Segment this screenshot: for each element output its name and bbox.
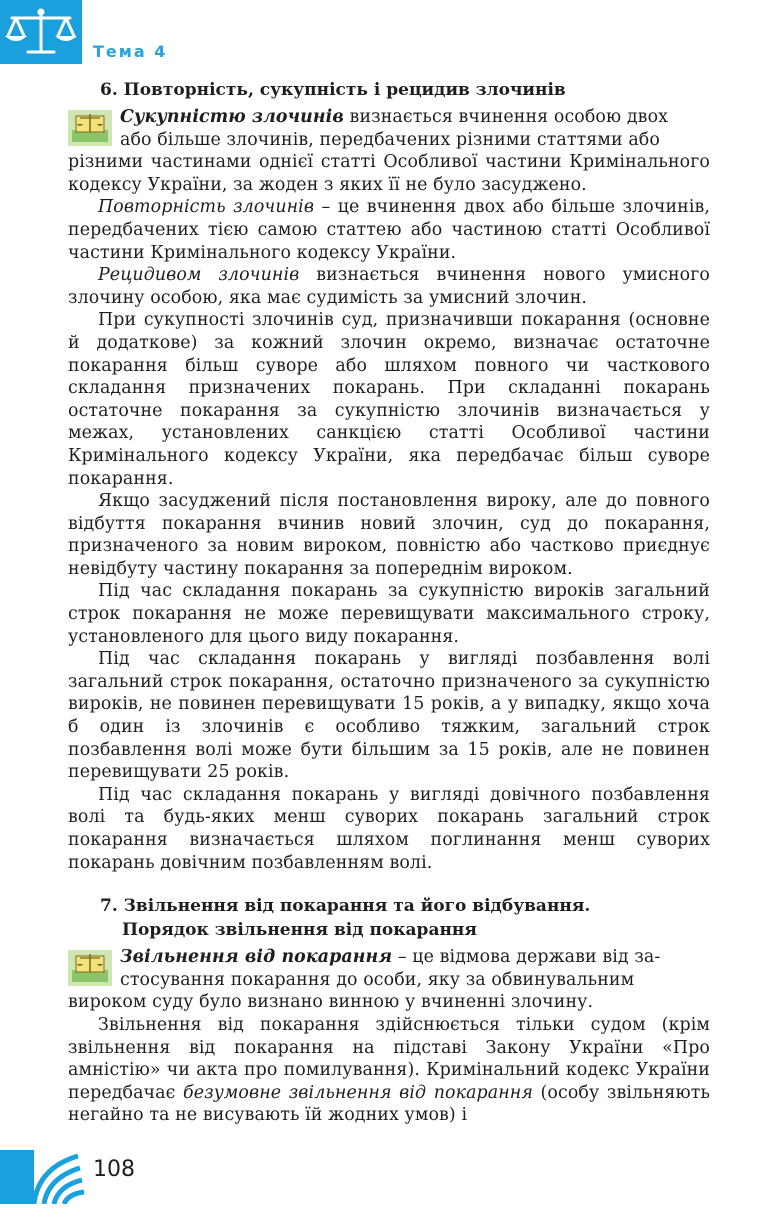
definition-paragraph [68,106,710,196]
wave-arcs-icon [0,1150,90,1204]
topic-logo-box [0,0,82,64]
definition-text-rest: різними частинами однієї статті Особливої частини Кримінального кодексу України, за жоден з яких її не було засуджено. [68,152,710,195]
section-7-heading-line1: 7. Звільнення від покарання та його відбування. [100,896,591,917]
paragraph-text: визнається вчинення нового умисного злочину особою, яка має судимість за умисний злочин. [68,265,710,308]
section-6-heading: 6. Повторність, сукупність і рецидив злочинів [100,80,566,100]
paragraph-recidivism [68,264,710,309]
paragraph-release-court [68,1014,710,1127]
section-7-heading-line2: Порядок звільнення від покарання [122,920,477,941]
term-unconditional-release: безумовне звільнення від покарання [183,1082,533,1103]
paragraph-text-end: (особу звільняють негайно та не висувають їй жодних умов) і [68,1082,711,1126]
paragraph-text: Звільнення від покарання здійснюється тільки судом (крім звільнення від покарання на підставі Закону України «Про амністію» чи акта про помилування). Кримінальний кодекс України передбачає [68,1014,710,1103]
paragraph-aggregate-sentencing: При сукупності злочинів суд, призначивши покарання (основне й додаткове) за кожний злочин окремо, визначає остаточне покарання більш суворе або шляхом повного чи часткового складання призначених покарань. При складанні покарань остаточне покарання за сукупністю злочинів визначається у межах, установлених санкцією статті Особливої частини Кримінального кодексу України, яка передбачає більш суворе покарання. [68,310,710,489]
definition-book-icon [68,950,112,986]
definition-text: визнається вчинення особою двох [343,107,669,127]
definition-book-icon [68,110,112,146]
term-recidivism: Рецидивом злочинів [98,265,300,286]
page-number: 108 [93,1157,135,1182]
definition-text: – це відмова держави від за- [392,947,661,968]
term-repetition: Повторність злочинів [98,197,315,218]
paragraph-imprisonment-limit: Під час складання покарань у вигляді позбавлення волі загальний строк покарання, остаточно призначеного за сукупністю вироків, не повинен перевищувати 15 років, а у випадку, якщо хоча б один із злочинів є особливо тяжким, загальний строк позбавлення волі може бути більшим за 15 років, але не повинен перевищувати 25 років. [68,649,710,783]
paragraph-sentence-limit: Під час складання покарань за сукупністю вироків загальний строк покарання не може перевищувати максимального строку, установленого для цього виду покарання. [68,581,710,647]
page-content [68,72,710,1127]
section-7-heading [100,894,710,942]
scales-of-justice-icon [2,6,80,58]
term-release-from-punishment: Звільнення від покарання [120,947,393,968]
term-aggregate-crimes: Сукупністю злочинів [120,107,344,127]
definition-text-rest: вироком суду було визнано винною у вчиненні злочину. [68,992,594,1013]
paragraph-text: – це вчинення двох або більше злочинів, передбачених тією самою статтею або частиною статті Особливої частини Кримінального кодексу України. [68,197,711,263]
paragraph-repetition [68,196,710,264]
definition-text-line2: стосування покарання до особи, яку за обвинувальним [120,969,635,990]
paragraph-new-crime: Якщо засуджений після постановлення вироку, але до повного відбуття покарання вчинив новий злочин, суд до покарання, призначеного за новим вироком, повністю або частково приєднує невідбуту частину покарання за попереднім вироком. [68,491,710,579]
paragraph-life-imprisonment: Під час складання покарань у вигляді довічного позбавлення волі та будь-яких менш суворих покарань загальний строк покарання визначається шляхом поглинання менш суворих покарань довічним позбавленням волі. [68,784,710,873]
definition-text-line2: або більше злочинів, передбачених різними статтями або [120,129,660,150]
definition-paragraph-release [68,946,710,1014]
topic-label: Тема 4 [93,42,168,61]
